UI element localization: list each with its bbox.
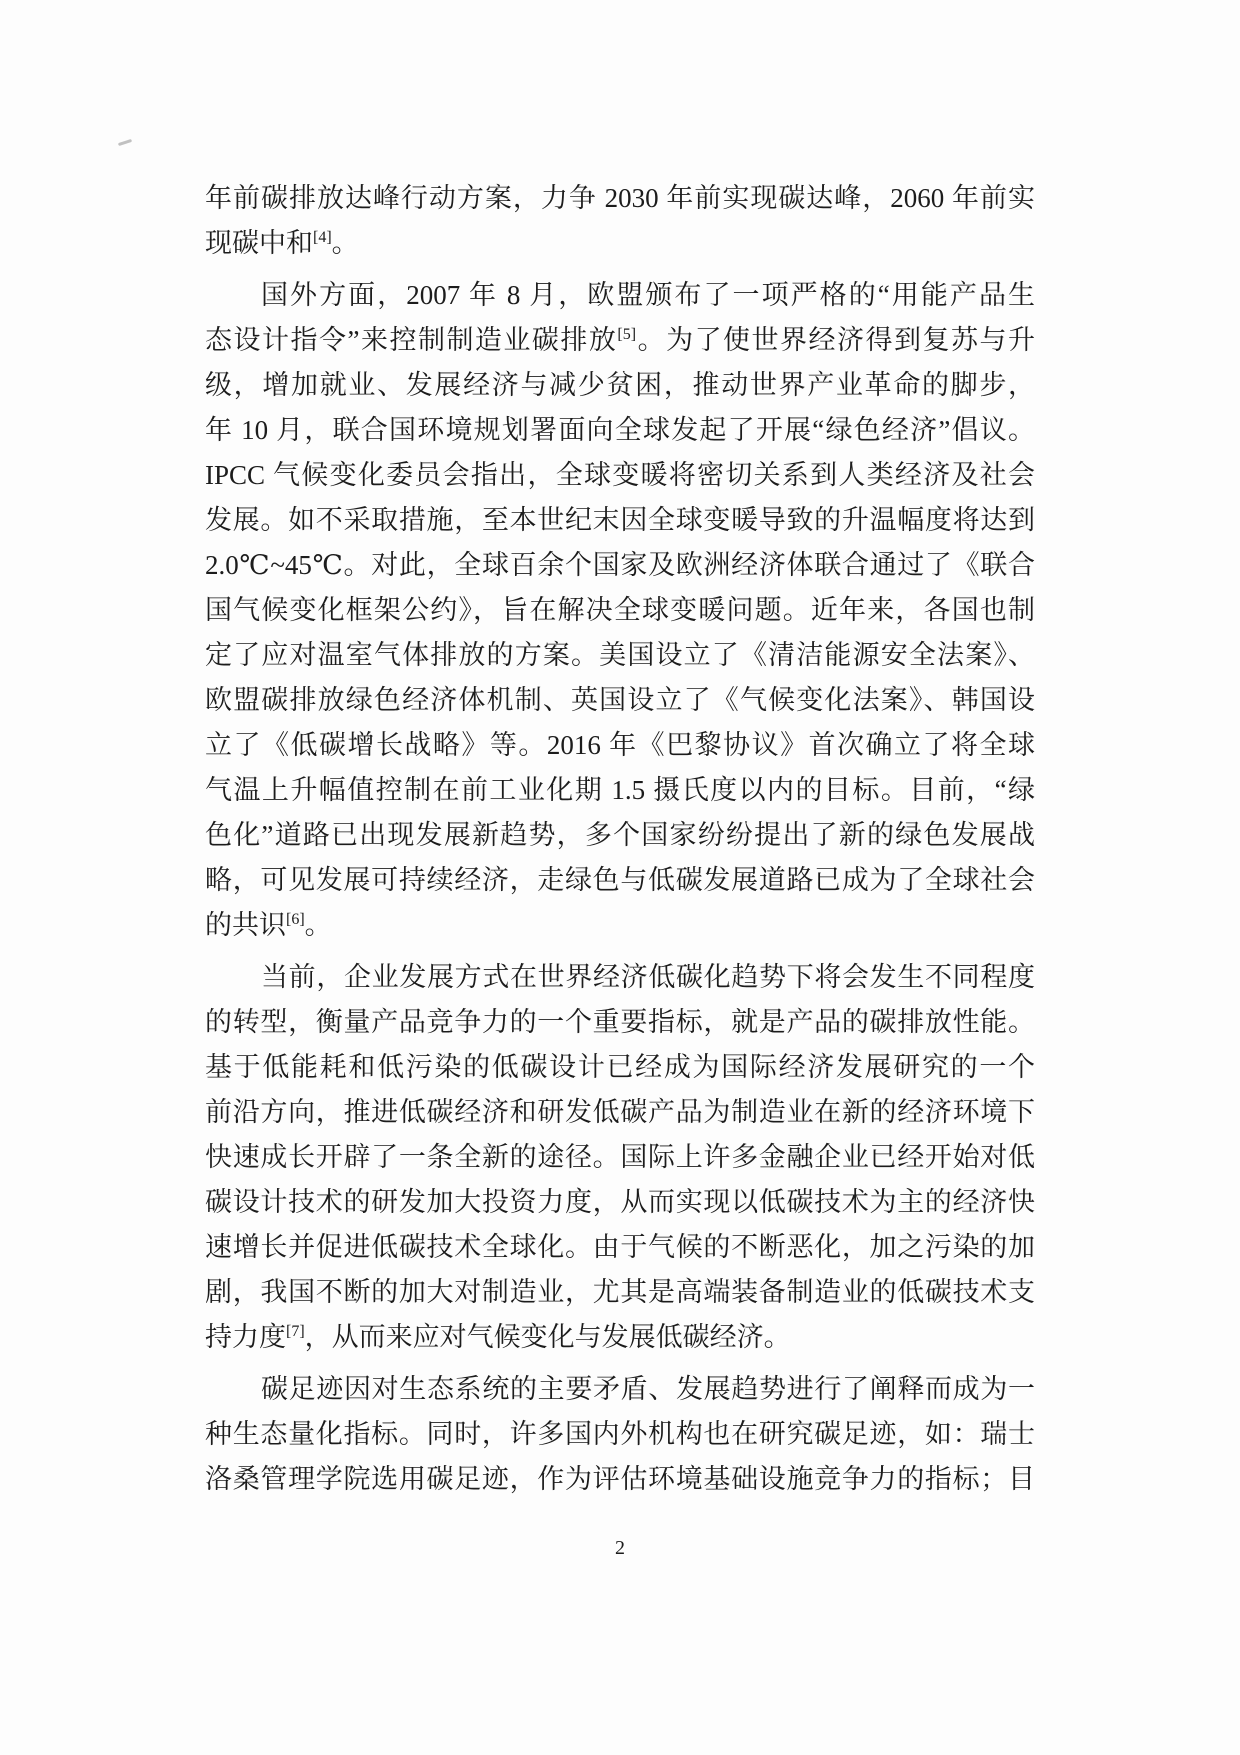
text-line: 国气候变化框架公约》，旨在解决全球变暖问题。近年来，各国也制 — [205, 595, 1035, 625]
text-line: 快速成长开辟了一条全新的途径。国际上许多金融企业已经开始对低 — [205, 1142, 1035, 1172]
text-line: 基于低能耗和低污染的低碳设计已经成为国际经济发展研究的一个 — [205, 1052, 1035, 1082]
text-line: 洛桑管理学院选用碳足迹，作为评估环境基础设施竞争力的指标；目 — [205, 1464, 1035, 1494]
text-line — [205, 903, 1035, 948]
paragraph — [205, 955, 1035, 1360]
text-line: 的转型，衡量产品竞争力的一个重要指标，就是产品的碳排放性能。 — [205, 1007, 1035, 1037]
text-line: 剧，我国不断的加大对制造业，尤其是高端装备制造业的低碳技术支 — [205, 1277, 1035, 1307]
text-line: 立了《低碳增长战略》等。2016 年《巴黎协议》首次确立了将全球 — [205, 730, 1035, 760]
text-line: 气温上升幅值控制在前工业化期 1.5 摄氏度以内的目标。目前，“绿 — [205, 775, 1035, 805]
text-segment: 现碳中和 — [205, 228, 313, 258]
text-line: 欧盟碳排放绿色经济体机制、英国设立了《气候变化法案》、韩国设 — [205, 685, 1035, 715]
text-line: 级，增加就业、发展经济与减少贫困，推动世界产业革命的脚步， — [205, 370, 1035, 400]
text-line: 前沿方向，推进低碳经济和研发低碳产品为制造业在新的经济环境下 — [205, 1097, 1035, 1127]
citation-reference: [6] — [286, 911, 305, 928]
text-line: 年 10 月，联合国环境规划署面向全球发起了开展“绿色经济”倡议。 — [205, 415, 1035, 445]
text-segment: 持力度 — [205, 1322, 286, 1352]
text-segment: 。 — [331, 228, 359, 258]
citation-reference: [4] — [313, 229, 332, 246]
text-line: 当前，企业发展方式在世界经济低碳化趋势下将会发生不同程度 — [261, 962, 1035, 992]
text-line: 种生态量化指标。同时，许多国内外机构也在研究碳足迹，如：瑞士 — [205, 1419, 1035, 1449]
citation-reference: [5] — [617, 326, 637, 343]
text-line: 色化”道路已出现发展新趋势，多个国家纷纷提出了新的绿色发展战 — [205, 820, 1035, 850]
scan-artifact-mark — [118, 139, 132, 146]
paragraph — [205, 273, 1035, 948]
text-line — [205, 221, 1035, 266]
page-number: 2 — [615, 1537, 625, 1559]
citation-reference: [7] — [286, 1323, 305, 1340]
text-line: 碳设计技术的研发加大投资力度，从而实现以低碳技术为主的经济快 — [205, 1187, 1035, 1217]
text-line: 略，可见发展可持续经济，走绿色与低碳发展道路已成为了全球社会 — [205, 865, 1035, 895]
text-line: 发展。如不采取措施，至本世纪末因全球变暖导致的升温幅度将达到 — [205, 505, 1035, 535]
paragraph — [205, 176, 1035, 266]
text-line — [205, 1315, 1035, 1360]
text-line: 碳足迹因对生态系统的主要矛盾、发展趋势进行了阐释而成为一 — [261, 1374, 1035, 1404]
text-line: 国外方面，2007 年 8 月，欧盟颁布了一项严格的“用能产品生 — [261, 280, 1035, 310]
text-segment: 。 — [304, 910, 332, 940]
text-line — [205, 318, 1035, 363]
text-segment: 态设计指令”来控制制造业碳排放 — [205, 325, 618, 355]
paragraph — [205, 1367, 1035, 1502]
text-segment: 。为了使世界经济得到复苏与升 — [636, 325, 1035, 355]
text-line: 定了应对温室气体排放的方案。美国设立了《清洁能源安全法案》、 — [205, 640, 1035, 670]
text-segment: 的共识 — [205, 910, 286, 940]
text-line: 速增长并促进低碳技术全球化。由于气候的不断恶化，加之污染的加 — [205, 1232, 1035, 1262]
text-line: 2.0℃~45℃。对此，全球百余个国家及欧洲经济体联合通过了《联合 — [205, 550, 1035, 580]
text-line: 年前碳排放达峰行动方案，力争 2030 年前实现碳达峰，2060 年前实 — [205, 183, 1035, 213]
text-line: IPCC 气候变化委员会指出，全球变暖将密切关系到人类经济及社会 — [205, 460, 1035, 490]
body-text — [205, 176, 1035, 1502]
text-segment: ，从而来应对气候变化与发展低碳经济。 — [304, 1322, 791, 1352]
